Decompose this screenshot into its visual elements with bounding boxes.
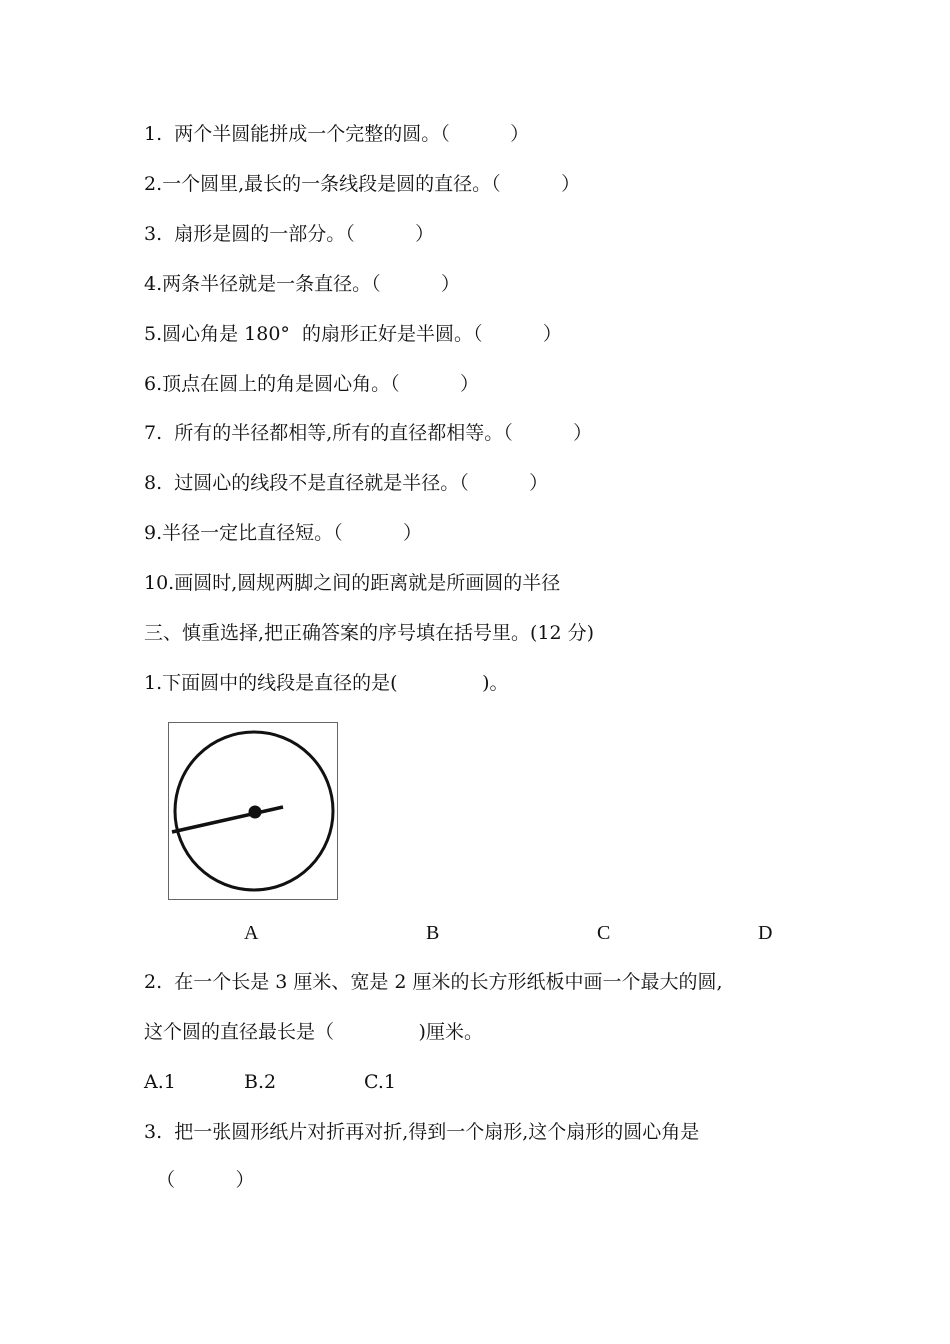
judgement-item-6: 6.顶点在圆上的角是圆心角。（ ）	[144, 373, 480, 395]
question-3-line-2: （ ）	[144, 1169, 255, 1191]
line-segment	[172, 807, 283, 832]
circle-figure	[168, 722, 338, 900]
question-2-line-1: 2. 在一个长是 3 厘米、宽是 2 厘米的长方形纸板中画一个最大的圆,	[144, 971, 723, 993]
center-point	[249, 806, 262, 819]
q2-option-c: C.1	[364, 1071, 396, 1093]
judgement-item-2: 2.一个圆里,最长的一条线段是圆的直径。（ ）	[144, 173, 581, 195]
option-b: B	[426, 922, 440, 944]
judgement-item-1: 1. 两个半圆能拼成一个完整的圆。（ ）	[144, 123, 530, 145]
circle-with-segment	[169, 723, 337, 899]
judgement-item-5: 5.圆心角是 180° 的扇形正好是半圆。（ ）	[144, 323, 562, 345]
q2-option-a: A.1	[144, 1071, 176, 1093]
judgement-item-7: 7. 所有的半径都相等,所有的直径都相等。（ ）	[144, 422, 593, 444]
judgement-item-9: 9.半径一定比直径短。（ ）	[144, 522, 423, 544]
judgement-item-10: 10.画圆时,圆规两脚之间的距离就是所画圆的半径	[144, 572, 561, 594]
question-1: 1.下面圆中的线段是直径的是( )。	[144, 672, 509, 694]
option-a: A	[244, 922, 259, 944]
judgement-item-3: 3. 扇形是圆的一部分。（ ）	[144, 223, 435, 245]
judgement-item-4: 4.两条半径就是一条直径。（ ）	[144, 273, 461, 295]
option-d: D	[758, 922, 773, 944]
q2-option-b: B.2	[244, 1071, 277, 1093]
option-c: C	[597, 922, 611, 944]
question-3-line-1: 3. 把一张圆形纸片对折再对折,得到一个扇形,这个扇形的圆心角是	[144, 1121, 700, 1143]
judgement-item-8: 8. 过圆心的线段不是直径就是半径。（ ）	[144, 472, 549, 494]
section-3-heading: 三、慎重选择,把正确答案的序号填在括号里。(12 分)	[144, 622, 595, 644]
question-2-line-2: 这个圆的直径最长是（ )厘米。	[144, 1021, 483, 1043]
